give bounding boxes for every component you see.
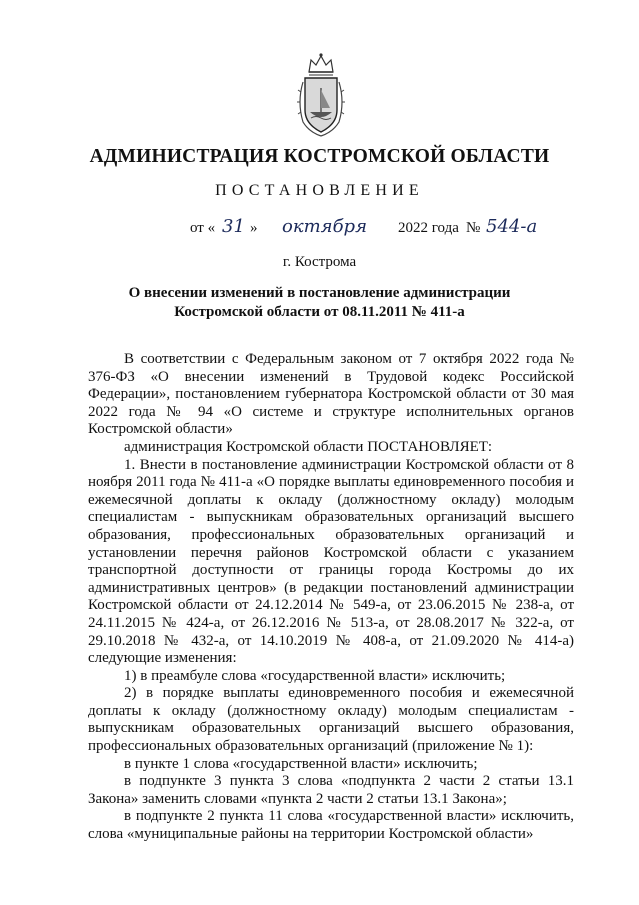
date-prefix: от « [190, 220, 216, 236]
date-day: 31 [222, 216, 245, 237]
city: г. Кострома [282, 254, 357, 270]
paragraph-point-1: в пункте 1 слова «государственной власти» исключить; [124, 755, 478, 772]
paragraph-subitem-2: 2) в порядке выплаты единовременного пособия и ежемесячной доплаты к окладу (должностному окладу) молодым специалистам - выпускникам образовательных организаций высшего образования, профессиональных образовательных организаций (приложение № 1): [88, 685, 574, 755]
number-prefix: № [466, 220, 481, 236]
paragraph-item-1: 1. Внести в постановление администрации Костромской области от 8 ноября 2011 года № 411-а «О порядке выплаты единовременного пособия и ежемесячной доплаты к окладу (должностному окладу) молодым специалистам - выпускникам образовательных организаций высшего образования, профессиональных образовательных организаций и установлении перечня районов Костромской области с указанием транспортной доступности от границы города Костромы до их административных центров» (в редакции постановлений администрации Костромской области от 24.12.2014 № 549-а, от 23.06.2015 № 238-а, от 24.11.2015 № 424-а, от 26.12.2016 № 513-а, от 28.08.2017 № 322-а, от 29.10.2018 № 432-а, от 14.10.2019 № 408-а, от 21.09.2020 № 414-а) следующие изменения: [88, 456, 574, 667]
paragraph-point-11: в подпункте 2 пункта 11 слова «государственной власти» исключить, слова «муниципальные районы на территории Костромской области» [88, 808, 574, 843]
document-body [88, 351, 574, 844]
coat-of-arms-emblem [295, 52, 347, 138]
heading-line-2: Костромской области от 08.11.2011 № 411-а [174, 304, 465, 320]
heading-line-1: О внесении изменений в постановление администрации [128, 285, 511, 301]
paragraph-resolves: администрация Костромской области ПОСТАНОВЛЯЕТ: [124, 438, 493, 455]
date-month: октября [282, 216, 367, 237]
document-number: 544-а [486, 216, 538, 237]
date-year: 2022 года [398, 220, 459, 236]
paragraph-preamble: В соответствии с Федеральным законом от 7 октября 2022 года № 376-ФЗ «О внесении изменений в Трудовой кодекс Российской Федерации», постановлением губернатора Костромской области от 30 мая 2022 года № 94 «О системе и структуре исполнительных органов Костромской области» [88, 351, 574, 438]
paragraph-subitem-1: 1) в преамбуле слова «государственной власти» исключить; [124, 667, 506, 684]
date-mid: » [250, 220, 258, 236]
organization-title: АДМИНИСТРАЦИЯ КОСТРОМСКОЙ ОБЛАСТИ [89, 146, 550, 167]
paragraph-point-3: в подпункте 3 пункта 3 слова «подпункта 2 части 2 статьи 13.1 Закона» заменить словами «пункта 2 части 2 статьи 13.1 Закона»; [88, 773, 574, 807]
date-number-line [190, 216, 590, 246]
document-type: ПОСТАНОВЛЕНИЕ [215, 182, 424, 199]
document-heading [0, 284, 639, 322]
